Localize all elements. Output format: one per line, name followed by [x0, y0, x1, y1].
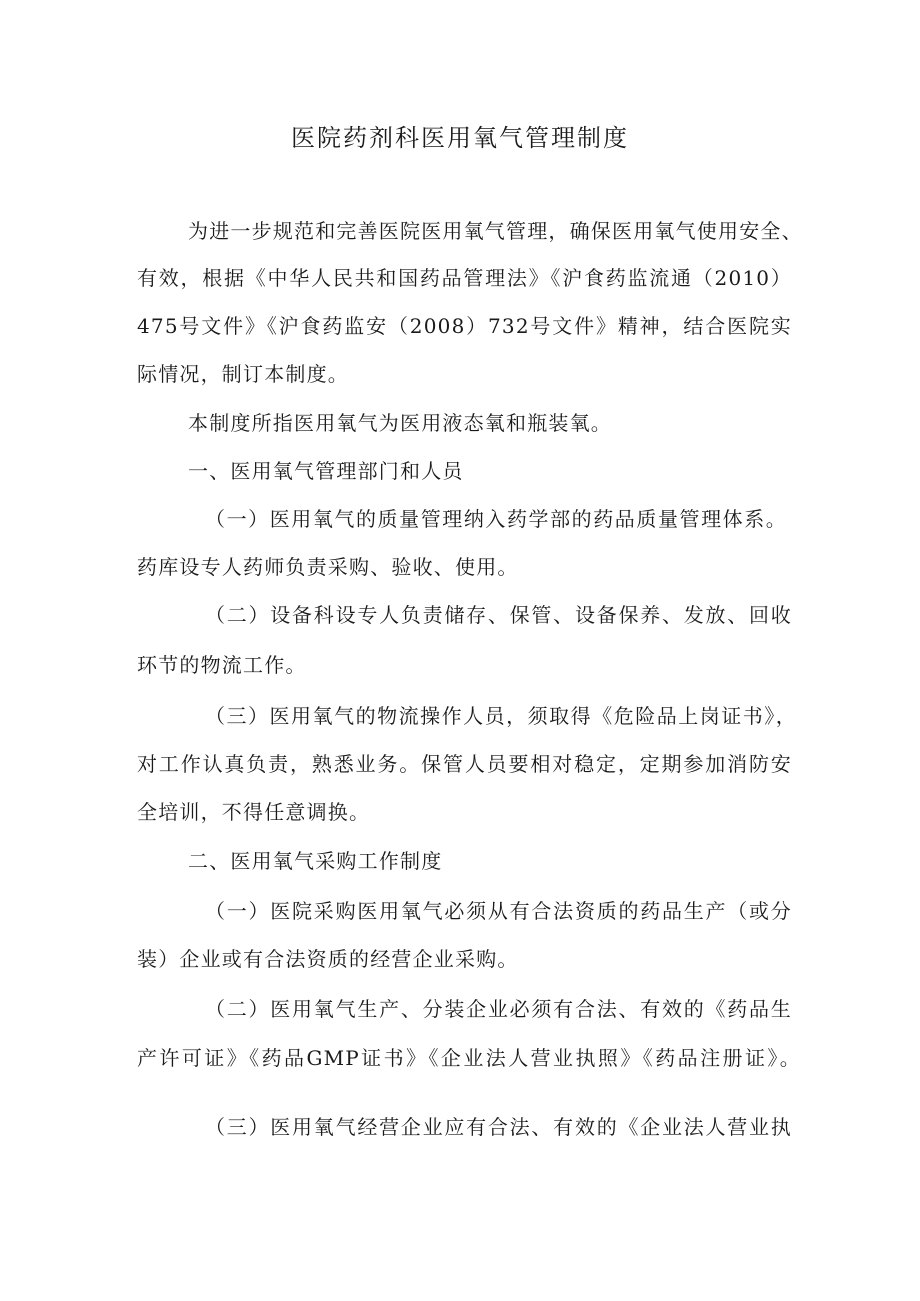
- paragraph-line: 产许可证》《药品GMP证书》《企业法人营业执照》《药品注册证》。: [137, 1046, 801, 1070]
- paragraph-line: （一）医用氧气的质量管理纳入药学部的药品质量管理体系。: [205, 507, 787, 531]
- paragraph-line: 为进一步规范和完善医院医用氧气管理，确保医用氧气使用安全、: [188, 219, 803, 243]
- paragraph-line: （三）医用氧气经营企业应有合法、有效的《企业法人营业执: [205, 1115, 792, 1139]
- paragraph-line: 装）企业或有合法资质的经营企业采购。: [137, 947, 519, 971]
- paragraph-line: （三）医用氧气的物流操作人员，须取得《危险品上岗证书》，: [205, 704, 797, 728]
- paragraph-line: 际情况，制订本制度。: [137, 362, 349, 386]
- paragraph-line: （一）医院采购医用氧气必须从有合法资质的药品生产（或分: [205, 899, 792, 923]
- paragraph-line: （二）医用氧气生产、分装企业必须有合法、有效的《药品生: [205, 997, 792, 1021]
- paragraph-line: （二）设备科设专人负责储存、保管、设备保养、发放、回收: [205, 603, 792, 627]
- paragraph-line: 环节的物流工作。: [137, 653, 307, 677]
- paragraph-line: 475号文件》《沪食药监安（2008）732号文件》精神，结合医院实: [137, 314, 792, 338]
- paragraph-line: 全培训，不得任意调换。: [137, 800, 371, 824]
- paragraph-line: 对工作认真负责，熟悉业务。保管人员要相对稳定，定期参加消防安: [137, 752, 792, 776]
- section-heading: 一、医用氧气管理部门和人员: [188, 459, 464, 483]
- paragraph-line: 本制度所指医用氧气为医用液态氧和瓶装氧。: [188, 411, 612, 435]
- paragraph-line: 药库设专人药师负责采购、验收、使用。: [137, 555, 519, 579]
- section-heading: 二、医用氧气采购工作制度: [188, 849, 443, 873]
- document-title: 医院药剂科医用氧气管理制度: [291, 124, 629, 152]
- paragraph-line: 有效，根据《中华人民共和国药品管理法》《沪食药监流通（2010）: [137, 266, 792, 290]
